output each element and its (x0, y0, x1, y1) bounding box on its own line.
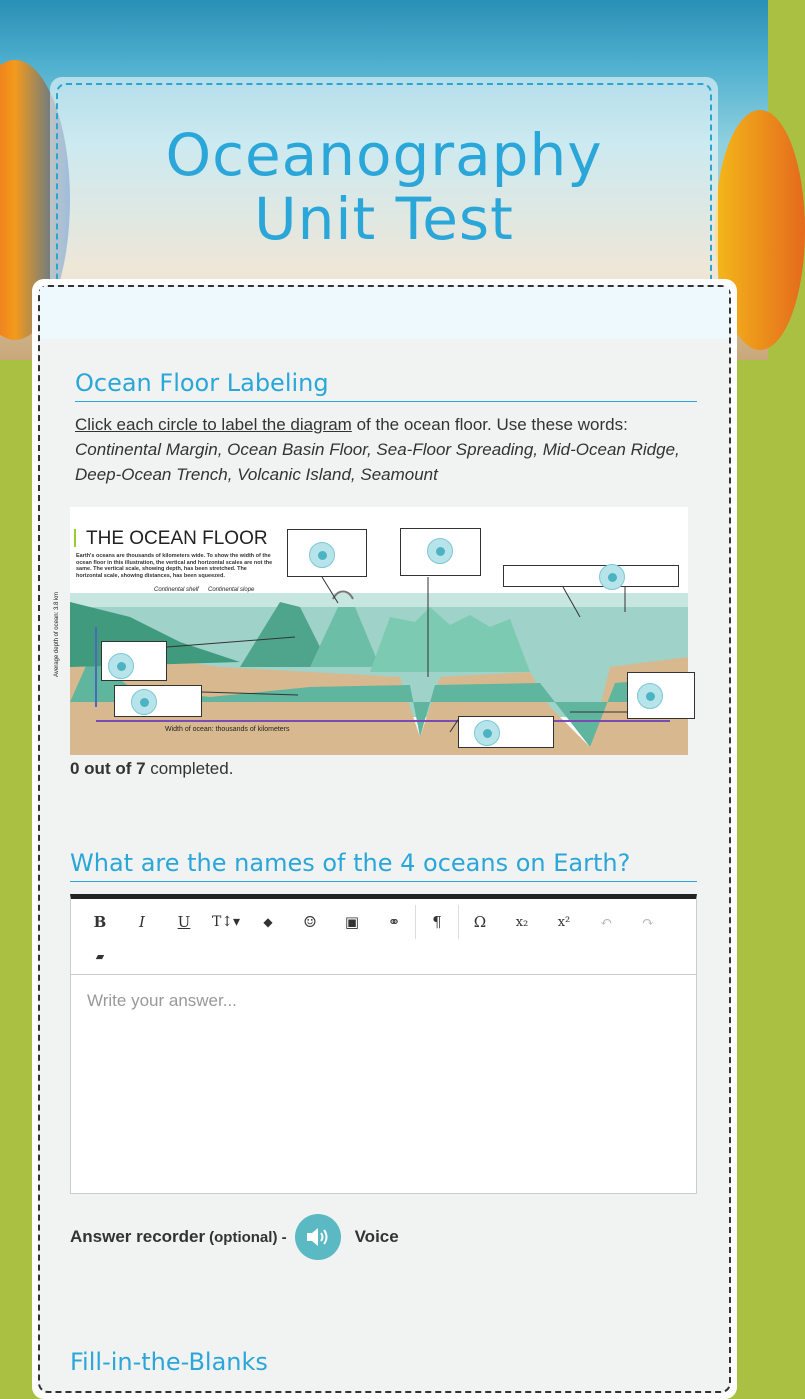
label-continental-shelf: Continental shelf (154, 587, 199, 593)
text-color-icon[interactable]: ◆ (263, 915, 273, 929)
label-box-6[interactable] (458, 716, 554, 748)
axis-depth-label: Average depth of ocean: 3.8 km (54, 592, 60, 677)
progress-text: completed. (145, 759, 234, 778)
instruction-text: of the ocean floor. Use these words: (351, 415, 628, 434)
progress-count: 0 out of 7 (70, 759, 146, 778)
underline-button[interactable]: U (177, 913, 191, 931)
labeling-progress (70, 759, 697, 779)
label-circle-4[interactable] (108, 653, 134, 679)
axis-width-label: Width of ocean: thousands of kilometers (165, 726, 290, 733)
instructions (75, 412, 697, 487)
label-circle-6[interactable] (474, 720, 500, 746)
eraser-icon[interactable]: ▰ (95, 950, 105, 963)
label-circle-7[interactable] (637, 683, 663, 709)
sheet-top-band (40, 287, 729, 339)
label-box-3[interactable] (503, 565, 679, 587)
label-circle-3[interactable] (599, 564, 625, 590)
section-title-ocean-floor: Ocean Floor Labeling (75, 369, 697, 402)
word-bank: Continental Margin, Ocean Basin Floor, Sea-Floor Spreading, Mid-Ocean Ridge, Deep-Ocean Trench, Volcanic Island, Seamount (75, 440, 680, 484)
subscript-button[interactable]: x₂ (515, 914, 529, 930)
label-circle-1[interactable] (309, 542, 335, 568)
redo-icon[interactable]: ↷ (641, 913, 655, 931)
page-title: Oceanography Unit Test (165, 121, 603, 253)
diagram-caption: Earth's oceans are thousands of kilometers wide. To show the width of the ocean floor in this illustration, the vertical and horizontal scales are not the same. The vertical scale, showing depth, has been stretched. The horizontal scale, showing distances, has been squeezed. (76, 553, 273, 579)
rich-text-editor (70, 894, 697, 1194)
link-icon[interactable]: ⚭ (387, 913, 401, 931)
image-icon[interactable]: ▣ (344, 913, 360, 931)
worksheet-sheet (32, 279, 737, 1399)
label-box-5[interactable] (114, 685, 202, 717)
text-size-button[interactable]: T↕▾ (211, 914, 241, 930)
recorder-optional: (optional) - (209, 1228, 287, 1246)
voice-label[interactable]: Voice (354, 1227, 399, 1246)
ocean-floor-illustration (54, 507, 688, 755)
label-continental-slope: Continental slope (208, 587, 255, 593)
bold-button[interactable]: B (93, 913, 107, 931)
section-title-oceans: What are the names of the 4 oceans on Earth? (70, 849, 697, 882)
label-circle-2[interactable] (427, 538, 453, 564)
label-circle-5[interactable] (131, 689, 157, 715)
undo-icon[interactable]: ↶ (599, 913, 613, 931)
diagram-heading: THE OCEAN FLOOR (86, 528, 268, 549)
paragraph-direction-icon[interactable]: ¶ (432, 913, 442, 931)
emoji-icon[interactable]: ☺ (303, 913, 317, 931)
answer-textarea[interactable]: Write your answer... (87, 991, 237, 1010)
section-title-fill-blanks: Fill-in-the-Blanks (70, 1348, 268, 1376)
editor-toolbar (71, 899, 696, 975)
ocean-floor-diagram (54, 507, 688, 755)
superscript-button[interactable]: x² (557, 914, 571, 930)
recorder-label: Answer recorder (70, 1227, 206, 1246)
speaker-icon[interactable] (295, 1214, 341, 1260)
answer-recorder (70, 1214, 697, 1260)
speaker-glyph (305, 1226, 331, 1248)
italic-button[interactable]: I (139, 913, 145, 931)
special-char-button[interactable]: Ω (473, 913, 487, 931)
instruction-link[interactable]: Click each circle to label the diagram (75, 415, 352, 434)
